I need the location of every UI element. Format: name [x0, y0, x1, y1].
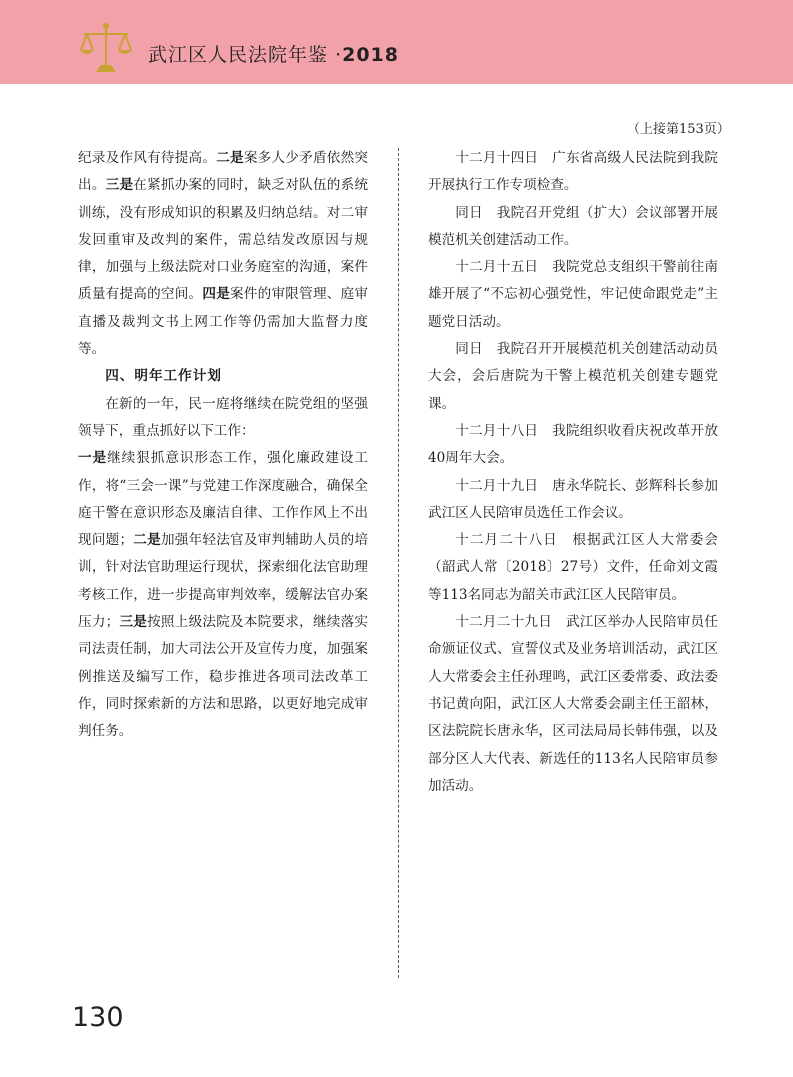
scales-of-justice-icon	[78, 20, 134, 74]
bold-marker: 三是	[105, 177, 134, 194]
chronicle-entry: 十二月十五日 我院党总支组织干警前往南雄开展了“不忘初心强党性，牢记使命跟党走”主题党日活动。	[428, 259, 718, 330]
header-title	[148, 40, 399, 67]
text-run: 纪录及作风有待提高。	[78, 150, 217, 166]
left-paragraph-2: 在新的一年，民一庭将继续在院党组的坚强领导下，重点抓好以下工作：	[78, 395, 368, 439]
page-header	[0, 0, 793, 84]
chronicle-entry: 十二月二十八日 根据武江区人大常委会（韶武人常〔2018〕27号）文件，任命刘文霞等113名同志为韶关市武江区人民陪审员。	[428, 532, 718, 603]
bold-marker: 二是	[133, 532, 161, 549]
chronicle-entry: 同日 我院召开开展模范机关创建活动动员大会，会后唐院为干警上模范机关创建专题党课。	[428, 341, 718, 412]
text-run: 案多人少矛盾依然突出。	[78, 150, 368, 194]
chronicle-entry: 十二月十四日 广东省高级人民法院到我院开展执行工作专项检查。	[428, 150, 718, 194]
right-column	[428, 145, 718, 800]
bold-marker: 四是	[202, 286, 231, 303]
chronicle-entry: 十二月十八日 我院组织收看庆祝改革开放40周年大会。	[428, 422, 718, 467]
chronicle-entry: 十二月十九日 唐永华院长、彭辉科长参加武江区人民陪审员选任工作会议。	[428, 477, 718, 521]
chronicle-entry: 同日 我院召开党组（扩大）会议部署开展模范机关创建活动工作。	[428, 204, 718, 248]
text-run: 继续狠抓意识形态工作，强化廉政建设工作，将“三会一课”与党建工作深度融合，确保全庭干警在意识形态及廉洁自律、工作作风上不出现问题；	[78, 450, 369, 549]
text-run: 按照上级法院及本院要求，继续落实司法责任制，加大司法公开及宣传力度，加强案例推送及编写工作，稳步推进各项司法改革工作，同时探索新的方法和思路，以更好地完成审判任务。	[78, 614, 369, 740]
text-run: 加强年轻法官及审判辅助人员的培训，针对法官助理运行现状，探索细化法官助理考核工作，进一步提高审判效率，缓解法官办案压力；	[78, 532, 369, 631]
header-separator: ·	[335, 44, 343, 66]
column-divider	[398, 148, 399, 978]
header-year: 2018	[342, 44, 399, 66]
header-title-text: 武江区人民法院年鉴	[148, 44, 329, 66]
bold-marker: 三是	[119, 614, 148, 631]
page-number: 130	[72, 1002, 124, 1033]
bold-marker: 一是	[78, 450, 108, 467]
text-run: 在紧抓办案的同时，缺乏对队伍的系统训练，没有形成知识的积累及归纳总结。对二审发回重审及改判的案件，需总结发改原因与规律，加强与上级法院对口业务庭室的沟通，案件质量有提高的空间。	[78, 177, 368, 303]
bold-marker: 二是	[216, 150, 244, 166]
section-heading: 四、明年工作计划	[105, 368, 222, 385]
text-run: 案件的审限管理、庭审直播及裁判文书上网工作等仍需加大监督力度等。	[78, 286, 369, 358]
chronicle-entry: 十二月二十九日 武江区举办人民陪审员任命颁证仪式、宣誓仪式及业务培训活动，武江区人大常委会主任孙理鸣，武江区委常委、政法委书记黄向阳，武江区人大常委会副主任王韶林，区法院院长唐永华，区司法局局长韩伟强，以及部分区人大代表、新选任的113名人民陪审员参加活动。	[428, 614, 718, 794]
left-column	[78, 145, 368, 746]
left-paragraph-3	[78, 445, 368, 745]
left-paragraph-1	[78, 145, 368, 363]
continued-note: （上接第153页）	[627, 122, 730, 137]
